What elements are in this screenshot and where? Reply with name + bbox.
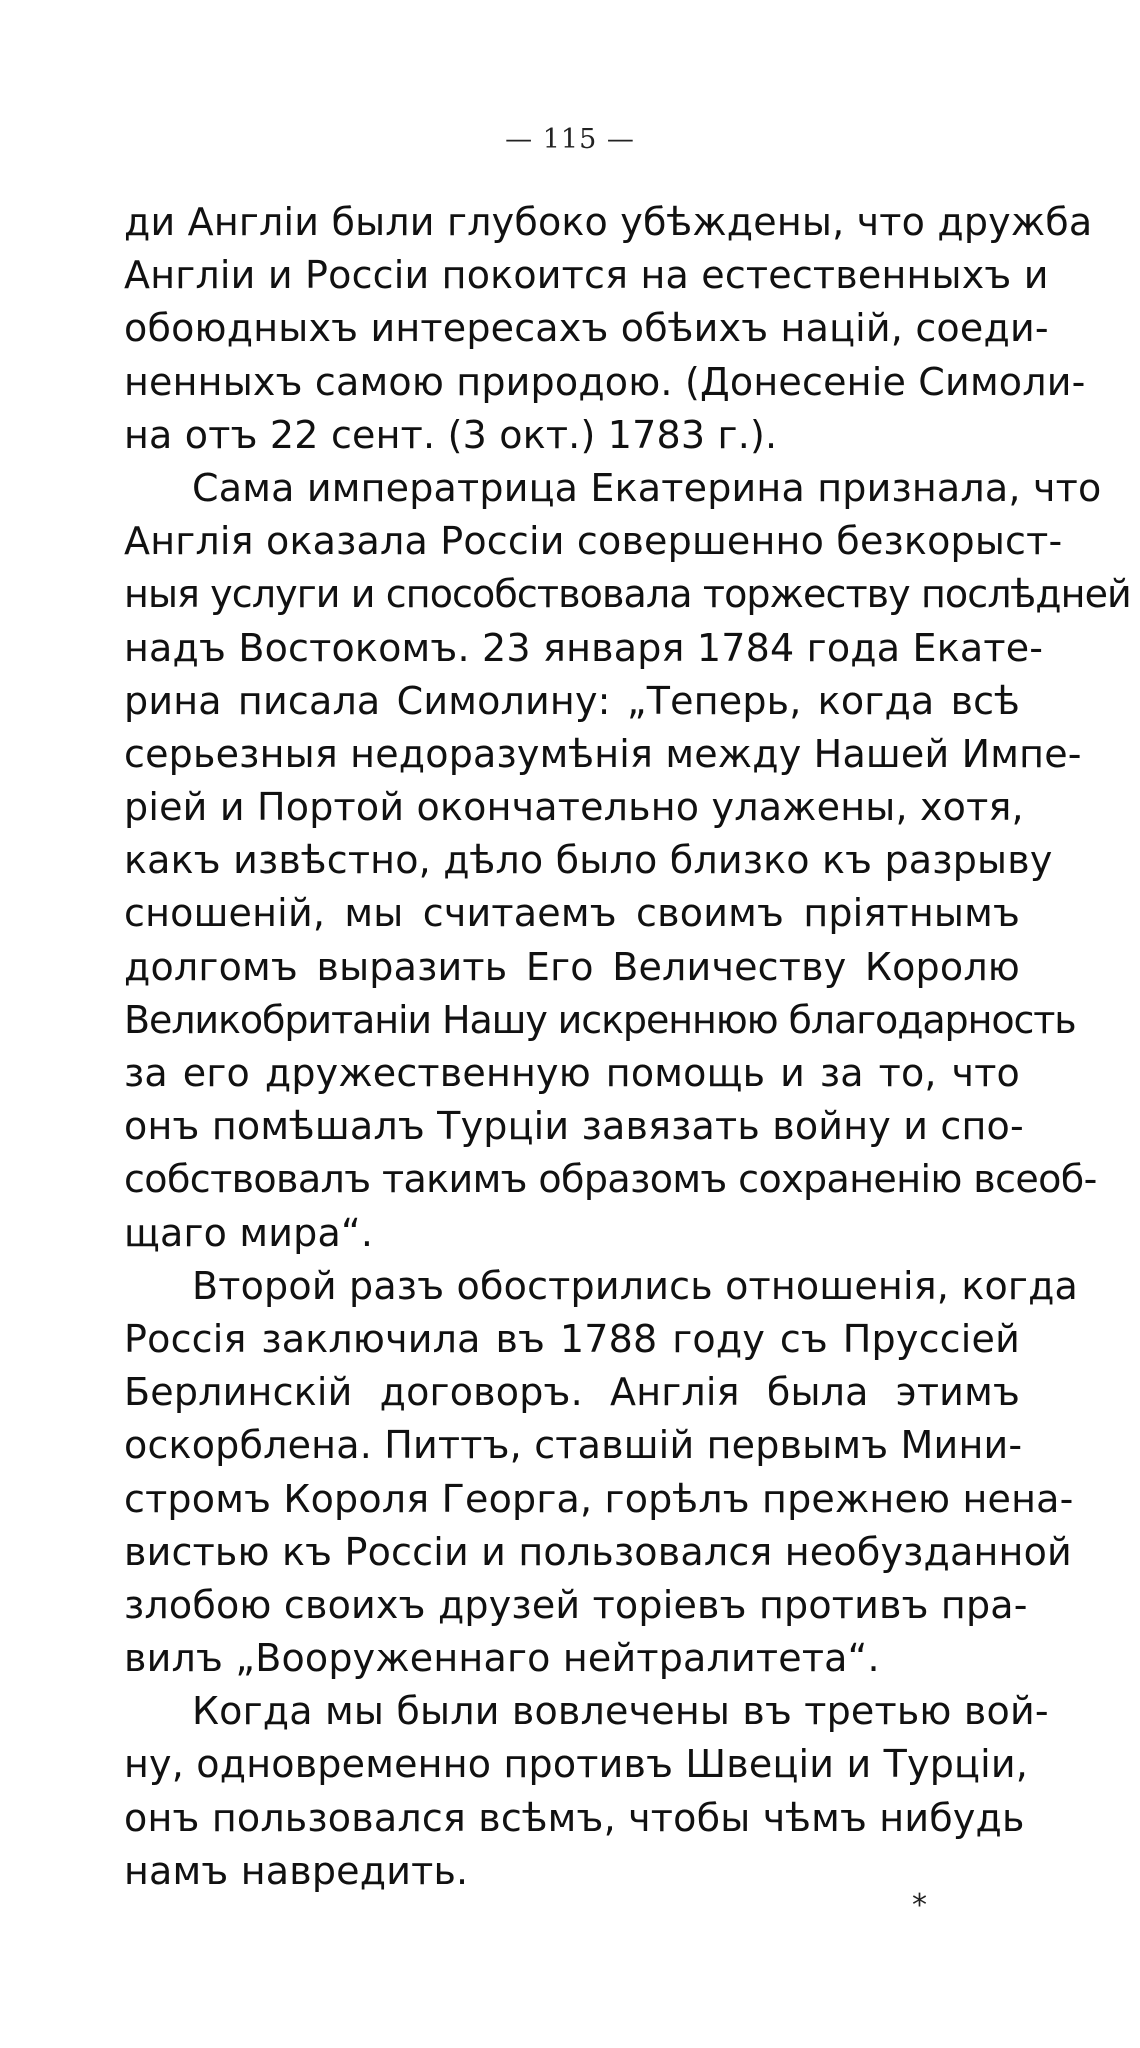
paragraph-start-line: Когда мы были вовлечены въ третью вой- <box>192 1689 1049 1734</box>
text-line: стромъ Короля Георга, горѣлъ прежнею нена- <box>124 1476 1074 1521</box>
text-line: ди Англіи были глубоко убѣждены, что дружба <box>124 200 1093 244</box>
text-line: Англіи и Россіи покоится на естественныхъ и <box>124 253 1049 298</box>
text-line: ну, одновременно противъ Швеціи и Турціи, <box>124 1742 1029 1787</box>
text-line: обоюдныхъ интересахъ обѣихъ націй, соеди- <box>124 306 1049 351</box>
text-line: онъ помѣшалъ Турціи завязать войну и спо- <box>124 1104 1024 1149</box>
text-line: за его дружественную помощь и за то, что <box>124 1051 1020 1095</box>
text-line: Англія оказала Россіи совершенно безкорыст- <box>124 519 1063 564</box>
text-line: сношеній, мы считаемъ своимъ пріятнымъ <box>124 891 1020 936</box>
paragraph-start-line: Второй разъ обострились отношенія, когда <box>192 1263 1079 1308</box>
text-line: собствовалъ такимъ образомъ сохраненію всеоб- <box>124 1157 1097 1202</box>
text-line: какъ извѣстно, дѣло было близко къ разрыву <box>124 838 1053 883</box>
text-line: ріей и Портой окончательно улажены, хотя, <box>124 785 1024 830</box>
text-line: оскорблена. Питтъ, ставшій первымъ Мини- <box>124 1423 1023 1468</box>
text-line: Великобританіи Нашу искреннюю благодарность <box>124 997 1076 1042</box>
footer-asterisk: * <box>912 1888 927 1923</box>
page-number: — 115 — <box>505 124 635 155</box>
text-line: надъ Востокомъ. 23 января 1784 года Екате- <box>124 625 1044 670</box>
text-line: ныя услуги и способствовала торжеству послѣдней <box>124 572 1131 617</box>
text-line: злобою своихъ друзей торіевъ противъ пра- <box>124 1582 1028 1627</box>
text-line: намъ навредить. <box>124 1848 469 1893</box>
text-line: щаго мира“. <box>124 1210 374 1255</box>
text-line: Россія заключила въ 1788 году съ Пруссіей <box>124 1316 1020 1361</box>
text-line: серьезныя недоразумѣнія между Нашей Импе- <box>124 731 1082 776</box>
text-line: рина писала Симолину: „Теперь, когда всѣ <box>124 678 1020 723</box>
paragraph-start-line: Сама императрица Екатерина признала, что <box>192 465 1102 510</box>
text-line: онъ пользовался всѣмъ, чтобы чѣмъ нибудь <box>124 1795 1025 1840</box>
text-line: долгомъ выразить Его Величеству Королю <box>124 944 1020 989</box>
body-text <box>124 196 1131 1898</box>
text-line: Берлинскій договоръ. Англія была этимъ <box>124 1370 1020 1415</box>
text-line: ненныхъ самою природою. (Донесеніе Симоли- <box>124 359 1086 404</box>
text-line: вилъ „Вооруженнаго нейтралитета“. <box>124 1636 880 1681</box>
text-line: вистью къ Россіи и пользовался необузданной <box>124 1529 1072 1574</box>
text-line: на отъ 22 сент. (3 окт.) 1783 г.). <box>124 412 778 457</box>
